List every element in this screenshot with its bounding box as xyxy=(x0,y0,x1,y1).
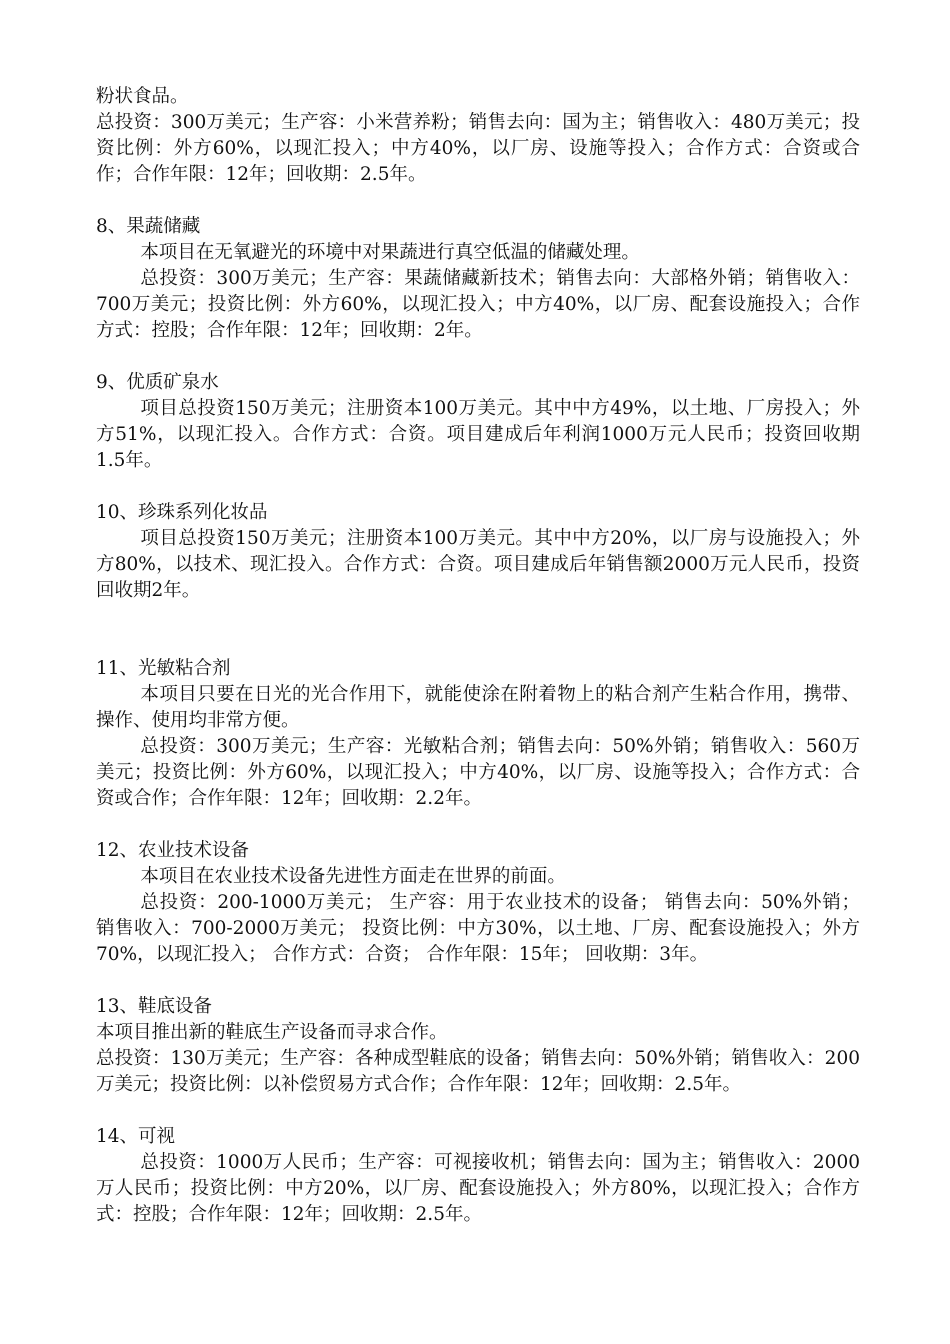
paragraph: 本项目推出新的鞋底生产设备而寻求合作。 xyxy=(96,1022,448,1043)
section-heading: 9、优质矿泉水 xyxy=(96,372,219,393)
section-heading: 10、珍珠系列化妆品 xyxy=(96,502,268,523)
paragraph: 总投资：300万美元；生产容：光敏粘合剂；销售去向：50%外销；销售收入：560万美元；投资比例：外方60%，以现汇投入；中方40%，以厂房、设施等投入；合作方式：合资或合作；合作年限：12年；回收期：2.2年。 xyxy=(96,736,860,809)
section-heading: 14、可视 xyxy=(96,1126,176,1147)
section-11 xyxy=(96,656,860,812)
paragraph: 项目总投资150万美元；注册资本100万美元。其中中方49%，以土地、厂房投入；外方51%，以现汇投入。合作方式：合资。项目建成后年利润1000万元人民币；投资回收期1.5年。 xyxy=(96,398,860,471)
paragraph: 粉状食品。 xyxy=(96,86,189,107)
paragraph: 总投资：130万美元；生产容：各种成型鞋底的设备；销售去向：50%外销；销售收入：200万美元；投资比例：以补偿贸易方式合作；合作年限：12年；回收期：2.5年。 xyxy=(96,1048,860,1095)
paragraph: 总投资：1000万人民币；生产容：可视接收机；销售去向：国为主；销售收入：2000万人民币；投资比例：中方20%，以厂房、配套设施投入；外方80%，以现汇投入；合作方式：控股；合作年限：12年；回收期：2.5年。 xyxy=(96,1152,860,1225)
paragraph: 总投资：300万美元；生产容：小米营养粉；销售去向：国为主；销售收入：480万美元；投资比例：外方60%，以现汇投入；中方40%，以厂房、设施等投入；合作方式：合资或合作；合作年限：12年；回收期：2.5年。 xyxy=(96,112,860,185)
paragraph: 总投资：300万美元；生产容：果蔬储藏新技术；销售去向：大部格外销；销售收入：700万美元；投资比例：外方60%，以现汇投入；中方40%，以厂房、配套设施投入；合作方式：控股；合作年限：12年；回收期：2年。 xyxy=(96,268,860,341)
section-heading: 8、果蔬储藏 xyxy=(96,216,201,237)
section-12 xyxy=(96,838,860,968)
section-heading: 13、鞋底设备 xyxy=(96,996,213,1017)
section-14 xyxy=(96,1124,860,1228)
section-intro xyxy=(96,84,860,188)
paragraph: 本项目只要在日光的光合作用下，就能使涂在附着物上的粘合剂产生粘合作用，携带、操作、使用均非常方便。 xyxy=(96,684,860,731)
section-13 xyxy=(96,994,860,1098)
paragraph: 项目总投资150万美元；注册资本100万美元。其中中方20%，以厂房与设施投入；外方80%，以技术、现汇投入。合作方式：合资。项目建成后年销售额2000万元人民币，投资回收期2年。 xyxy=(96,528,860,601)
document-page xyxy=(96,84,860,1228)
section-10 xyxy=(96,500,860,604)
paragraph: 本项目在无氧避光的环境中对果蔬进行真空低温的储藏处理。 xyxy=(140,242,640,263)
section-8 xyxy=(96,214,860,344)
section-heading: 12、农业技术设备 xyxy=(96,840,250,861)
section-9 xyxy=(96,370,860,474)
paragraph: 本项目在农业技术设备先进性方面走在世界的前面。 xyxy=(140,866,566,887)
section-heading: 11、光敏粘合剂 xyxy=(96,658,231,679)
paragraph: 总投资：200-1000万美元； 生产容：用于农业技术的设备； 销售去向：50%外销； 销售收入：700-2000万美元； 投资比例：中方30%，以土地、厂房、配套设施投入；外方70%，以现汇投入； 合作方式：合资； 合作年限：15年； 回收期：3年。 xyxy=(96,892,860,965)
